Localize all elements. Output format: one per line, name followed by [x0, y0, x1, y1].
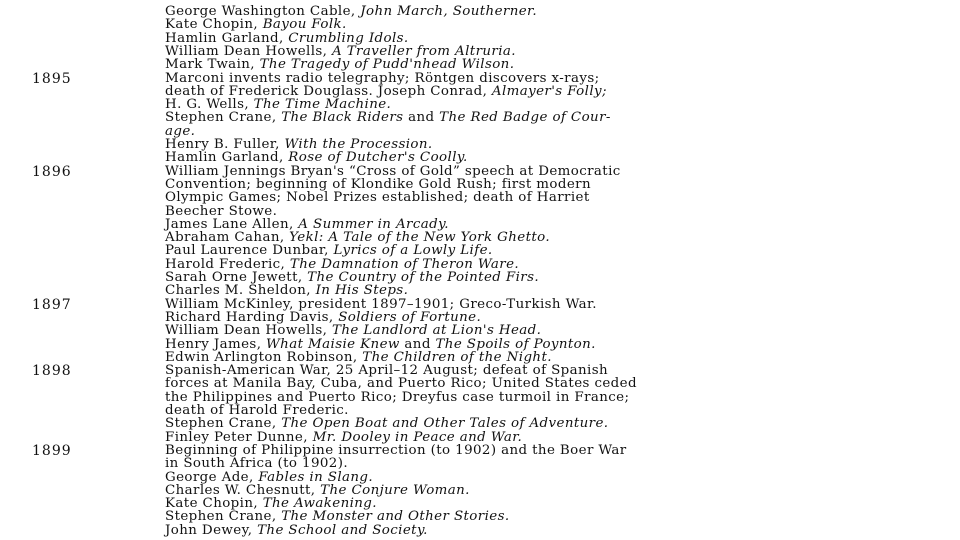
work-title: The Red Badge of Cour-: [439, 110, 611, 126]
line-text: in South Africa (to 1902).: [165, 456, 348, 472]
work-title: Bayou Folk.: [262, 17, 347, 33]
line-text: death of Harold Frederic.: [165, 403, 349, 418]
work-title: Crumbling Idols.: [288, 30, 409, 46]
line-text: Kate Chopin,: [165, 496, 263, 512]
work-title: Rose of Dutcher's Coolly.: [288, 150, 468, 166]
line-text: death of Frederick Douglass. Joseph Conrad,: [165, 83, 492, 99]
line-text: Henry James,: [165, 336, 267, 352]
work-title: A Traveller from Altruria.: [332, 43, 516, 59]
year-label: 1898: [32, 363, 72, 380]
line-text: Stephen Crane,: [165, 509, 282, 525]
line-text: Marconi invents radio telegraphy; Röntgen discovers x-rays;: [165, 70, 600, 86]
work-title: The Black Riders: [281, 110, 404, 126]
line-text: Abraham Cahan,: [165, 230, 290, 246]
line-text: William McKinley, president 1897–1901; Greco-Turkish War.: [165, 296, 597, 312]
line-text: George Washington Cable,: [165, 4, 361, 19]
line-text: Henry B. Fuller,: [165, 137, 285, 152]
work-title: Lyrics of a Lowly Life.: [333, 243, 493, 259]
work-title: The Conjure Woman.: [320, 482, 470, 498]
line-text: and: [399, 336, 436, 352]
line-text: Olympic Games; Nobel Prizes established; death of Harriet: [165, 190, 590, 206]
line-text: the Philippines and Puerto Rico; Dreyfus case turmoil in France;: [165, 389, 630, 405]
line-text: Richard Harding Davis,: [165, 309, 339, 325]
work-title: The Time Machine.: [253, 97, 392, 113]
work-title: The Children of the Night.: [362, 349, 552, 365]
work-title: The Monster and Other Stories.: [281, 509, 510, 525]
line-text: Kate Chopin,: [165, 17, 263, 33]
line-text: Charles M. Sheldon,: [165, 283, 316, 299]
line-text: Mark Twain,: [165, 57, 260, 73]
work-title: The Spoils of Poynton.: [435, 336, 596, 352]
line-text: Harold Frederic,: [165, 256, 290, 272]
line-text: Stephen Crane,: [165, 416, 282, 432]
line-text: and: [403, 110, 440, 126]
line-text: Edwin Arlington Robinson,: [165, 349, 363, 365]
line-text: James Lane Allen,: [165, 216, 299, 232]
work-title: The School and Society.: [257, 522, 428, 538]
line-text: Finley Peter Dunne,: [165, 429, 313, 445]
work-title: Almayer's Folly;: [491, 83, 607, 99]
work-title: The Damnation of Theron Ware.: [289, 256, 520, 272]
work-title: A Summer in Arcady.: [298, 216, 449, 232]
work-title: Yekl: A Tale of the New York Ghetto.: [289, 230, 551, 246]
work-title: Fables in Slang.: [258, 469, 374, 485]
chronology-line: [165, 523, 428, 538]
work-title: Soldiers of Fortune.: [338, 309, 482, 325]
work-title: What Maisie Knew: [266, 336, 400, 352]
year-label: 1895: [32, 70, 72, 87]
line-text: William Dean Howells,: [165, 43, 332, 59]
work-title: The Open Boat and Other Tales of Adventure.: [281, 416, 609, 432]
work-title: John March, Southerner.: [360, 4, 538, 19]
work-title: age.: [165, 123, 196, 139]
line-text: William Dean Howells,: [165, 323, 332, 339]
line-text: John Dewey,: [165, 522, 258, 538]
line-text: Convention; beginning of Klondike Gold Rush; first modern: [165, 176, 591, 192]
chronology-line: [165, 110, 611, 125]
line-text: Spanish-American War, 25 April–12 August; defeat of Spanish: [165, 363, 609, 379]
work-title: The Tragedy of Pudd'nhead Wilson.: [259, 57, 515, 73]
work-title: With the Procession.: [284, 137, 433, 152]
line-text: Sarah Orne Jewett,: [165, 270, 308, 285]
work-title: Mr. Dooley in Peace and War.: [312, 429, 523, 445]
work-title: The Landlord at Lion's Head.: [332, 323, 542, 339]
work-title: The Country of the Pointed Firs.: [307, 270, 540, 285]
line-text: Beecher Stowe.: [165, 203, 278, 219]
line-text: forces at Manila Bay, Cuba, and Puerto Rico; United States ceded: [165, 376, 637, 392]
line-text: Stephen Crane,: [165, 110, 282, 126]
year-label: 1896: [32, 163, 72, 180]
line-text: Charles W. Chesnutt,: [165, 482, 321, 498]
line-text: William Jennings Bryan's “Cross of Gold” speech at Democratic: [165, 163, 621, 179]
year-label: 1897: [32, 296, 72, 313]
year-label: 1899: [32, 442, 72, 459]
line-text: H. G. Wells,: [165, 97, 254, 113]
work-title: The Awakening.: [262, 496, 377, 512]
line-text: Beginning of Philippine insurrection (to 1902) and the Boer War: [165, 442, 627, 458]
line-text: Paul Laurence Dunbar,: [165, 243, 334, 259]
line-text: George Ade,: [165, 469, 259, 485]
line-text: Hamlin Garland,: [165, 30, 289, 46]
work-title: In His Steps.: [315, 283, 409, 299]
line-text: Hamlin Garland,: [165, 150, 289, 166]
